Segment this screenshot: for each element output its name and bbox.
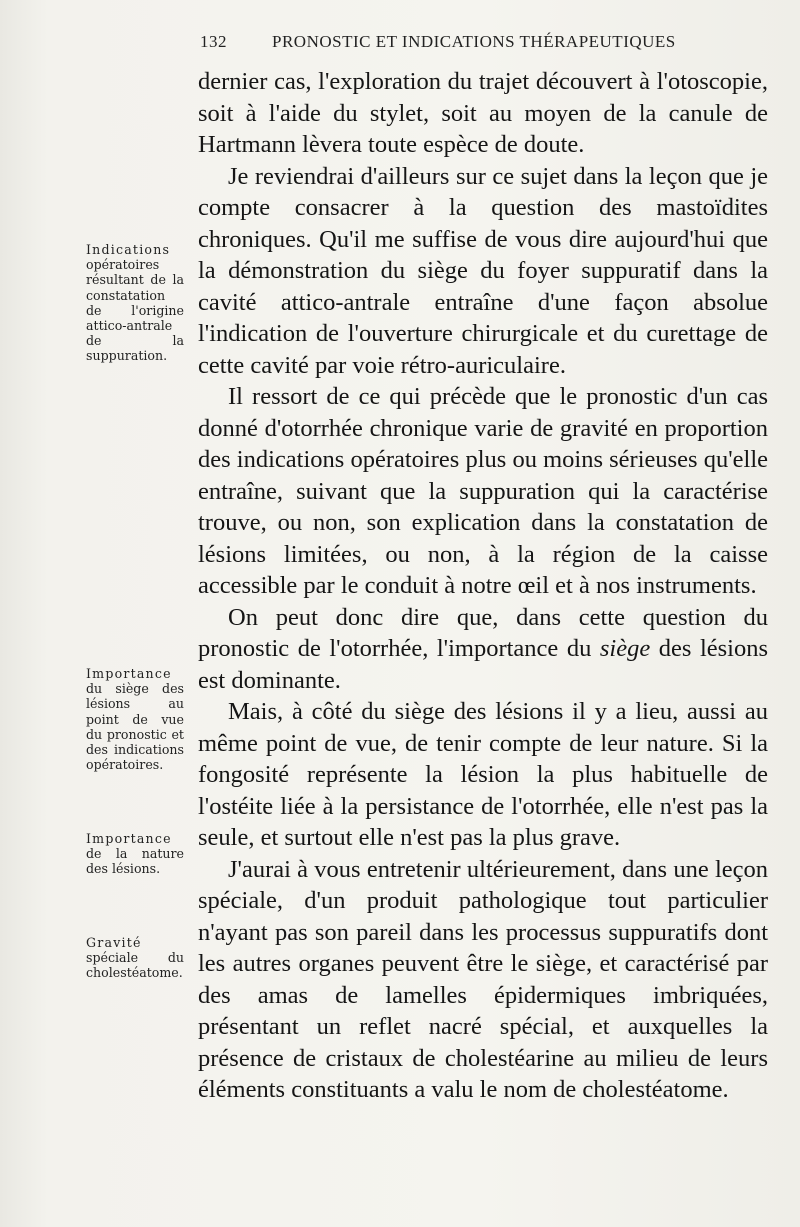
paragraph: Je reviendrai d'ailleurs sur ce sujet dans la leçon que je compte consacrer à la question des mastoïdites chroniques. Qu'il me suffise de vous dire aujourd'hui que la démonstration du siège du foyer suppuratif dans la cavité attico-antrale entraîne d'une façon absolue l'indication de l'ouverture chirurgicale et du curettage de cette cavité par voie rétro-auriculaire. — [198, 162, 768, 379]
margin-note-text: opératoires résultant de la constatation de l'origine attico-antrale de la suppuration. — [86, 257, 184, 364]
margin-note-gravite — [86, 935, 184, 981]
margin-note-lead: Indications — [86, 242, 171, 257]
margin-note-text: du siège des lésions au point de vue du pronostic et des indications opératoires. — [86, 681, 184, 773]
margin-note-lead: Importance — [86, 666, 172, 681]
margin-note-lead: Gravité — [86, 935, 142, 950]
paragraph-text: On peut donc dire que, dans cette question du pronostic de l'otorrhée, l'importance du — [198, 603, 768, 662]
page-number: 132 — [200, 32, 227, 51]
paragraph: J'aurai à vous entretenir ultérieurement, dans une leçon spéciale, d'un produit pathologique tout particulier n'ayant pas son pareil dans les processus suppuratifs dont les autres organes peuvent être le siège, et caractérisé par des amas de lamelles épidermiques imbriquées, présentant un reflet nacré spécial, et auxquelles la présence de cristaux de cholestéarine au milieu de leurs éléments constituants a valu le nom de cholestéatome. — [198, 855, 768, 1103]
running-header — [200, 32, 770, 52]
paragraph — [198, 602, 768, 697]
paragraph: dernier cas, l'exploration du trajet découvert à l'otoscopie, soit à l'aide du stylet, soit au moyen de la canule de Hartmann lèvera toute espèce de doute. — [198, 68, 768, 158]
margin-note-lead: Importance — [86, 831, 172, 846]
body-text — [198, 66, 768, 1106]
margin-note-text: de la nature des lésions. — [86, 846, 184, 877]
emphasis-siege: siège — [599, 635, 651, 662]
margin-note-importance-nature — [86, 831, 184, 877]
paragraph: Mais, à côté du siège des lésions il y a lieu, aussi au même point de vue, de tenir compte de leur nature. Si la fongosité représente la lésion la plus habituelle de l'ostéite liée à la persistance de l'otorrhée, elle n'est pas la seule, et surtout elle n'est pas la plus grave. — [198, 698, 768, 851]
margin-note-importance-siege — [86, 666, 184, 772]
paragraph: Il ressort de ce qui précède que le pronostic d'un cas donné d'otorrhée chronique varie de gravité en proportion des indications opératoires plus ou moins sérieuses qu'elle entraîne, suivant que la suppuration qui la caractérise trouve, ou non, son explication dans la constatation de lésions limitées, ou non, à la région de la caisse accessible par le conduit à notre œil et à nos instruments. — [198, 383, 768, 599]
paragraph-text: des lésions est dominante. — [198, 635, 769, 694]
running-title: PRONOSTIC ET INDICATIONS THÉRAPEUTIQUES — [272, 32, 676, 51]
margin-note-text: spéciale du cholestéatome. — [86, 950, 184, 981]
margin-note-indications — [86, 242, 184, 364]
